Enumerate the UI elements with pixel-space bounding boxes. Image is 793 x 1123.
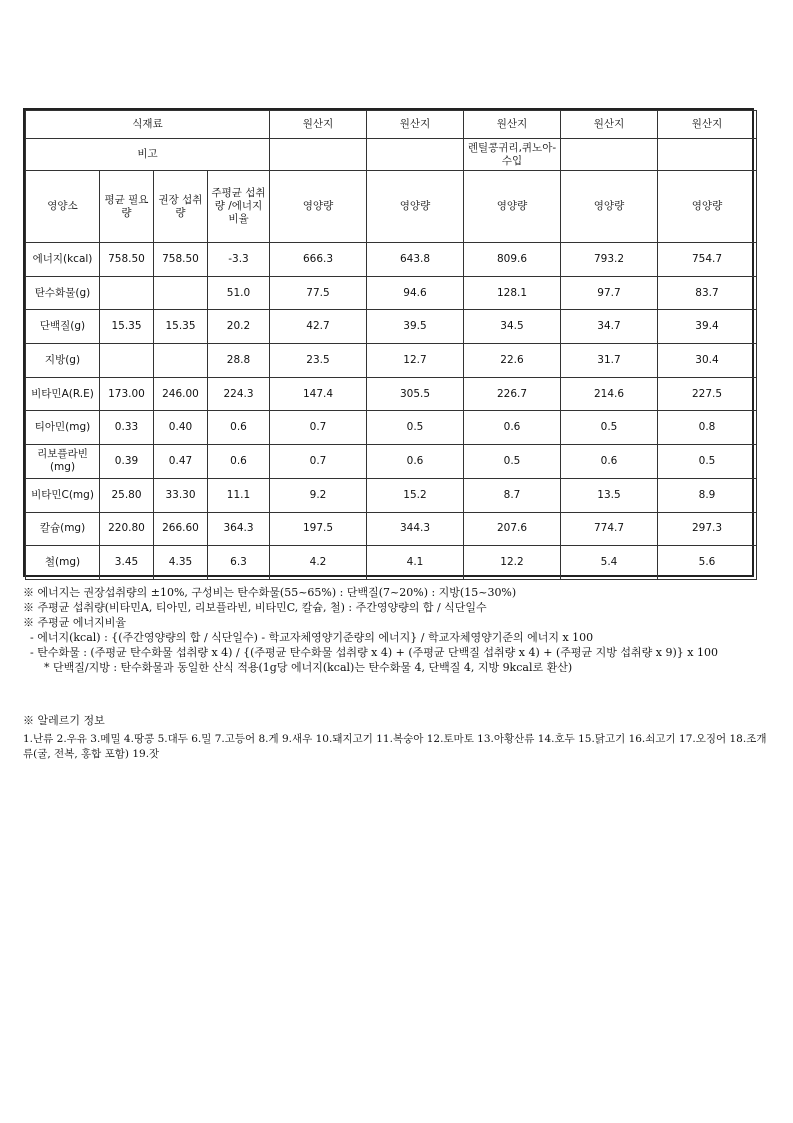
weekly-value: 20.2 bbox=[208, 310, 270, 344]
rec-intake-value: 0.47 bbox=[154, 445, 208, 479]
note-line: - 탄수화물 : (주평균 탄수화물 섭취량 x 4) / {(주평균 탄수화물 섭취량 x 4) + (주평균 단백질 섭취량 x 4) + (주평균 지방 섭취량 x 9)} x 100 bbox=[23, 646, 718, 659]
remark-row bbox=[26, 139, 757, 171]
weekly-value: 364.3 bbox=[208, 512, 270, 546]
rec-intake-value: 0.40 bbox=[154, 411, 208, 445]
amount-value: 128.1 bbox=[464, 276, 561, 310]
avg-req-value: 758.50 bbox=[100, 243, 154, 277]
note-line: ※ 에너지는 권장섭취량의 ±10%, 구성비는 탄수화물(55~65%) : 단백질(7~20%) : 지방(15~30%) bbox=[23, 586, 517, 599]
avg-req-value: 3.45 bbox=[100, 546, 154, 580]
nutrient-name: 티아민(mg) bbox=[26, 411, 100, 445]
avg-req-value bbox=[100, 276, 154, 310]
rec-intake-header: 권장 섭취량 bbox=[154, 171, 208, 243]
rec-intake-value: 758.50 bbox=[154, 243, 208, 277]
avg-req-value: 0.33 bbox=[100, 411, 154, 445]
avg-req-value: 220.80 bbox=[100, 512, 154, 546]
amount-value: 30.4 bbox=[658, 344, 757, 378]
nutrient-name: 비타민C(mg) bbox=[26, 478, 100, 512]
amount-value: 12.7 bbox=[367, 344, 464, 378]
notes-block bbox=[23, 585, 773, 675]
note-line: * 단백질/지방 : 탄수화물과 동일한 산식 적용(1g당 에너지(kcal)는 탄수화물 4, 단백질 4, 지방 9kcal로 환산) bbox=[23, 661, 573, 674]
rec-intake-value: 246.00 bbox=[154, 377, 208, 411]
amount-value: 8.9 bbox=[658, 478, 757, 512]
amount-header: 영양량 bbox=[270, 171, 367, 243]
weekly-value: 51.0 bbox=[208, 276, 270, 310]
amount-header: 영양량 bbox=[658, 171, 757, 243]
rec-intake-value bbox=[154, 276, 208, 310]
nutrient-row bbox=[26, 445, 757, 479]
amount-value: 12.2 bbox=[464, 546, 561, 580]
origin-header: 원산지 bbox=[270, 111, 367, 139]
nutrient-row bbox=[26, 243, 757, 277]
nutrient-row bbox=[26, 478, 757, 512]
note-line: ※ 주평균 섭취량(비타민A, 티아민, 리보플라빈, 비타민C, 칼슘, 철) : 주간영양량의 합 / 식단일수 bbox=[23, 601, 487, 614]
amount-value: 39.5 bbox=[367, 310, 464, 344]
amount-value: 793.2 bbox=[561, 243, 658, 277]
amount-value: 39.4 bbox=[658, 310, 757, 344]
amount-value: 197.5 bbox=[270, 512, 367, 546]
amount-value: 0.5 bbox=[561, 411, 658, 445]
nutrient-row bbox=[26, 344, 757, 378]
amount-value: 42.7 bbox=[270, 310, 367, 344]
remark-header: 비고 bbox=[26, 139, 270, 171]
amount-value: 97.7 bbox=[561, 276, 658, 310]
nutrient-name: 에너지(kcal) bbox=[26, 243, 100, 277]
amount-value: 8.7 bbox=[464, 478, 561, 512]
amount-value: 147.4 bbox=[270, 377, 367, 411]
avg-req-value: 15.35 bbox=[100, 310, 154, 344]
amount-value: 297.3 bbox=[658, 512, 757, 546]
note-line: ※ 주평균 에너지비율 bbox=[23, 616, 127, 629]
avg-req-value: 0.39 bbox=[100, 445, 154, 479]
note-line: - 에너지(kcal) : {(주간영양량의 합 / 식단일수) - 학교자체영양기준량의 에너지} / 학교자체영양기준의 에너지 x 100 bbox=[23, 631, 594, 644]
nutrient-name: 지방(g) bbox=[26, 344, 100, 378]
nutrient-row bbox=[26, 546, 757, 580]
amount-value: 13.5 bbox=[561, 478, 658, 512]
amount-value: 31.7 bbox=[561, 344, 658, 378]
amount-value: 207.6 bbox=[464, 512, 561, 546]
remark-cell: 렌틸콩귀리,퀴노아-수입 bbox=[464, 139, 561, 171]
amount-value: 214.6 bbox=[561, 377, 658, 411]
rec-intake-value bbox=[154, 344, 208, 378]
amount-value: 23.5 bbox=[270, 344, 367, 378]
amount-header: 영양량 bbox=[464, 171, 561, 243]
nutrient-name: 철(mg) bbox=[26, 546, 100, 580]
rec-intake-value: 33.30 bbox=[154, 478, 208, 512]
origin-header: 원산지 bbox=[464, 111, 561, 139]
weekly-ratio-header: 주평균 섭취량 /에너지 비율 bbox=[208, 171, 270, 243]
weekly-value: 224.3 bbox=[208, 377, 270, 411]
amount-value: 305.5 bbox=[367, 377, 464, 411]
amount-value: 34.5 bbox=[464, 310, 561, 344]
amount-value: 0.6 bbox=[561, 445, 658, 479]
nutrient-header: 영양소 bbox=[26, 171, 100, 243]
avg-req-value: 173.00 bbox=[100, 377, 154, 411]
amount-value: 227.5 bbox=[658, 377, 757, 411]
nutrient-name: 단백질(g) bbox=[26, 310, 100, 344]
nutrient-row bbox=[26, 276, 757, 310]
origin-header: 원산지 bbox=[658, 111, 757, 139]
amount-value: 0.8 bbox=[658, 411, 757, 445]
weekly-value: 0.6 bbox=[208, 411, 270, 445]
amount-value: 643.8 bbox=[367, 243, 464, 277]
amount-value: 5.4 bbox=[561, 546, 658, 580]
amount-value: 666.3 bbox=[270, 243, 367, 277]
amount-value: 0.5 bbox=[464, 445, 561, 479]
nutrient-rows bbox=[26, 243, 757, 580]
column-header-row bbox=[26, 171, 757, 243]
nutrient-name: 비타민A(R.E) bbox=[26, 377, 100, 411]
amount-header: 영양량 bbox=[367, 171, 464, 243]
allergy-title: ※ 알레르기 정보 bbox=[23, 714, 105, 727]
amount-value: 774.7 bbox=[561, 512, 658, 546]
amount-value: 0.5 bbox=[367, 411, 464, 445]
amount-value: 809.6 bbox=[464, 243, 561, 277]
rec-intake-value: 15.35 bbox=[154, 310, 208, 344]
weekly-value: 0.6 bbox=[208, 445, 270, 479]
amount-value: 34.7 bbox=[561, 310, 658, 344]
amount-value: 15.2 bbox=[367, 478, 464, 512]
origin-header: 원산지 bbox=[561, 111, 658, 139]
amount-value: 344.3 bbox=[367, 512, 464, 546]
amount-value: 754.7 bbox=[658, 243, 757, 277]
amount-value: 0.6 bbox=[464, 411, 561, 445]
origin-header: 원산지 bbox=[367, 111, 464, 139]
nutrient-row bbox=[26, 411, 757, 445]
amount-value: 22.6 bbox=[464, 344, 561, 378]
avg-req-header: 평균 필요량 bbox=[100, 171, 154, 243]
remark-cell bbox=[658, 139, 757, 171]
nutrient-row bbox=[26, 512, 757, 546]
rec-intake-value: 4.35 bbox=[154, 546, 208, 580]
nutrient-row bbox=[26, 310, 757, 344]
amount-value: 0.7 bbox=[270, 411, 367, 445]
weekly-value: 28.8 bbox=[208, 344, 270, 378]
amount-value: 83.7 bbox=[658, 276, 757, 310]
remark-cell bbox=[367, 139, 464, 171]
amount-value: 9.2 bbox=[270, 478, 367, 512]
amount-value: 0.6 bbox=[367, 445, 464, 479]
nutrient-name: 칼슘(mg) bbox=[26, 512, 100, 546]
amount-value: 4.2 bbox=[270, 546, 367, 580]
amount-value: 4.1 bbox=[367, 546, 464, 580]
remark-cell bbox=[270, 139, 367, 171]
weekly-value: 11.1 bbox=[208, 478, 270, 512]
amount-value: 77.5 bbox=[270, 276, 367, 310]
nutrient-row bbox=[26, 377, 757, 411]
weekly-value: -3.3 bbox=[208, 243, 270, 277]
avg-req-value bbox=[100, 344, 154, 378]
weekly-value: 6.3 bbox=[208, 546, 270, 580]
origin-row bbox=[26, 111, 757, 139]
nutrient-name: 리보플라빈 (mg) bbox=[26, 445, 100, 479]
amount-value: 0.5 bbox=[658, 445, 757, 479]
nutrition-table-frame bbox=[23, 108, 754, 577]
amount-value: 94.6 bbox=[367, 276, 464, 310]
nutrient-name: 탄수화물(g) bbox=[26, 276, 100, 310]
amount-header: 영양량 bbox=[561, 171, 658, 243]
amount-value: 5.6 bbox=[658, 546, 757, 580]
remark-cell bbox=[561, 139, 658, 171]
amount-value: 0.7 bbox=[270, 445, 367, 479]
rec-intake-value: 266.60 bbox=[154, 512, 208, 546]
avg-req-value: 25.80 bbox=[100, 478, 154, 512]
ingredient-header: 식재료 bbox=[26, 111, 270, 139]
amount-value: 226.7 bbox=[464, 377, 561, 411]
allergy-text: 1.난류 2.우유 3.메밀 4.땅콩 5.대두 6.밀 7.고등어 8.게 9.새우 10.돼지고기 11.복숭아 12.토마토 13.아황산류 14.호두 15.닭고기 16.쇠고기 17.오징어 18.조개류(굴, 전복, 홍합 포함) 19.잣 bbox=[23, 733, 767, 760]
nutrition-table bbox=[25, 110, 757, 580]
